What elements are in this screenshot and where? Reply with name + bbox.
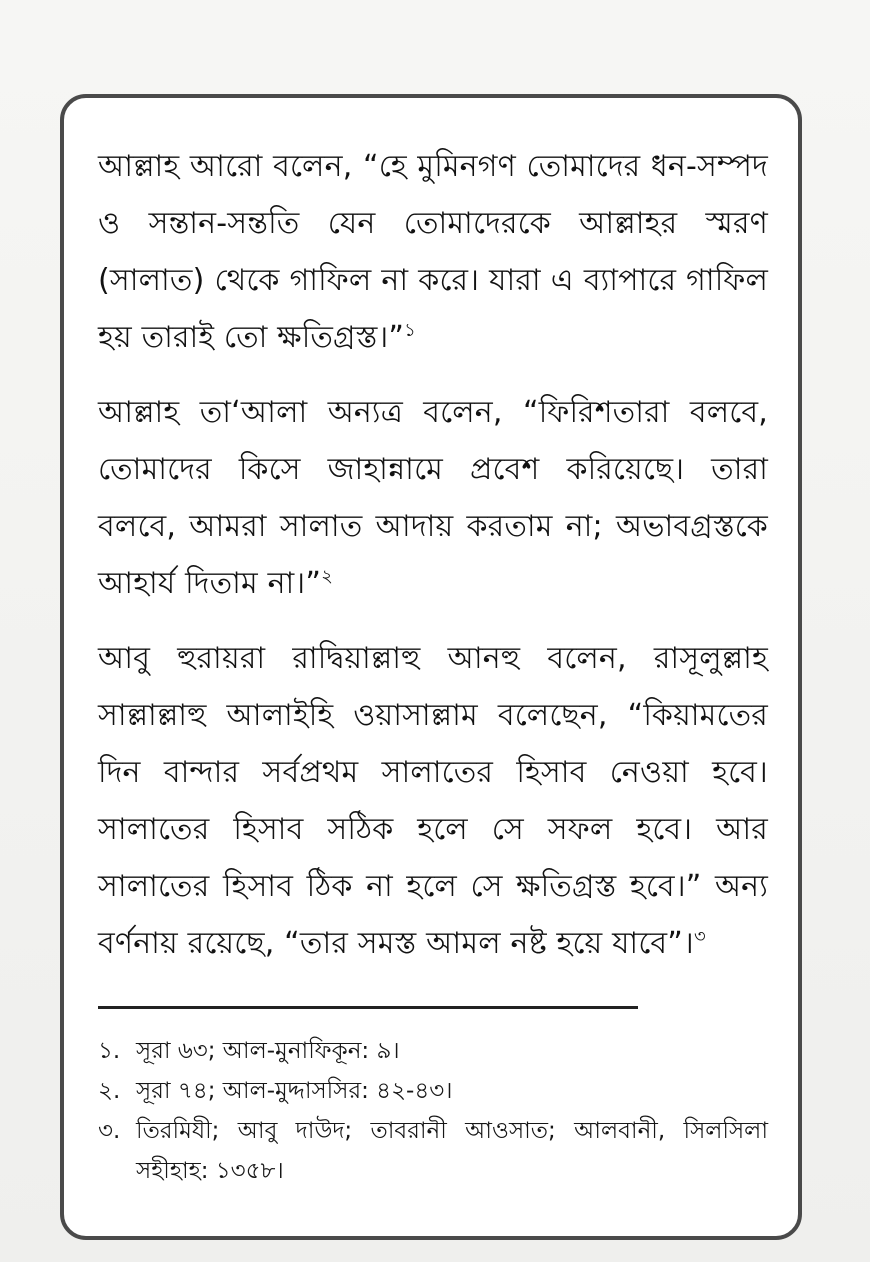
- footnote-number: ১.: [98, 1038, 121, 1064]
- footnote-item: [98, 1071, 768, 1111]
- footnote-item: [98, 1111, 768, 1191]
- footnote-ref-1: ১: [404, 320, 417, 341]
- paragraph-3-text: আবু হুরায়রা রাদ্বিয়াল্লাহু আনহু বলেন, রাসূলুল্লাহ সাল্লাল্লাহু আলাইহি ওয়াসাল্লাম বলেছেন, “কিয়ামতের দিন বান্দার সর্বপ্রথম সালাতের হিসাব নেওয়া হবে। সালাতের হিসাব সঠিক হলে সে সফল হবে। আর সালাতের হিসাব ঠিক না হলে সে ক্ষতিগ্রস্ত হবে।” অন্য বর্ণনায় রয়েছে, “তার সমস্ত আমল নষ্ট হয়ে যাবে”।: [98, 641, 768, 961]
- footnote-number: ২.: [98, 1078, 121, 1104]
- paragraph-2: [98, 384, 768, 612]
- footnote-text: সূরা ৬৩; আল-মুনাফিকূন: ৯।: [136, 1038, 400, 1064]
- footnote-text: তিরমিযী; আবু দাউদ; তাবরানী আওসাত; আলবানী, সিলসিলা সহীহাহ: ১৩৫৮।: [136, 1118, 768, 1184]
- footnotes-list: [98, 1031, 768, 1191]
- paragraph-1: [98, 138, 768, 366]
- footnote-number: ৩.: [98, 1118, 121, 1144]
- footnote-text: সূরা ৭৪; আল-মুদ্দাসসির: ৪২-৪৩।: [136, 1078, 453, 1104]
- footnote-ref-3: ৩: [693, 926, 706, 947]
- footnote-ref-2: ২: [321, 566, 334, 587]
- footnote-divider: [98, 1006, 638, 1009]
- paragraph-1-text: আল্লাহ আরো বলেন, “হে মুমিনগণ তোমাদের ধন-সম্পদ ও সন্তান-সন্ততি যেন তোমাদেরকে আল্লাহর স্মরণ (সালাত) থেকে গাফিল না করে। যারা এ ব্যাপারে গাফিল হয় তারাই তো ক্ষতিগ্রস্ত।”: [98, 149, 768, 355]
- paragraph-2-text: আল্লাহ তা‘আলা অন্যত্র বলেন, “ফিরিশতারা বলবে, তোমাদের কিসে জাহান্নামে প্রবেশ করিয়েছে। তারা বলবে, আমরা সালাত আদায় করতাম না; অভাবগ্রস্তকে আহার্য দিতাম না।”: [98, 395, 768, 601]
- paragraph-3: [98, 630, 768, 972]
- text-card: [60, 94, 802, 1240]
- footnote-item: [98, 1031, 768, 1071]
